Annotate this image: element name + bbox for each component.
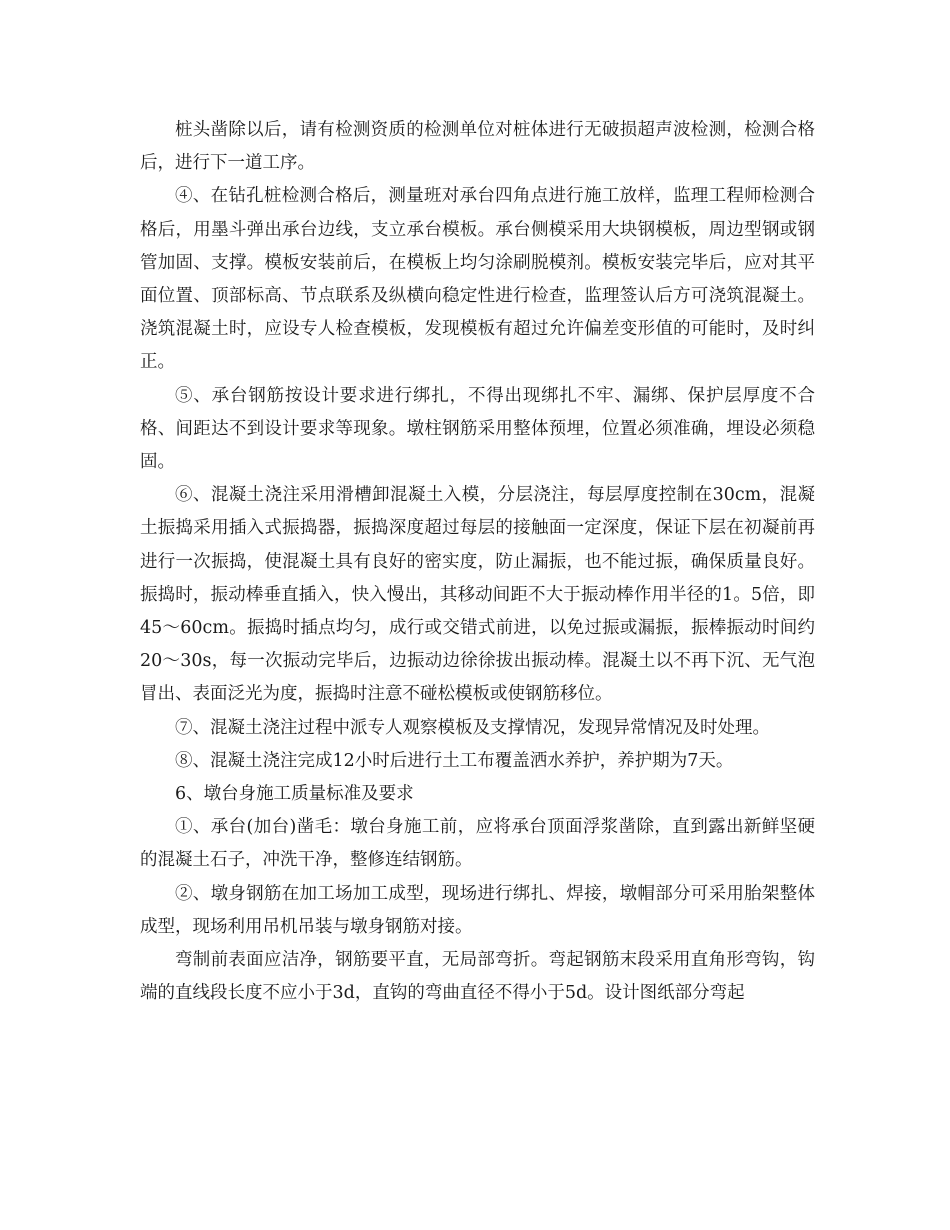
paragraph-step-7-observation: ⑦、混凝土浇注过程中派专人观察模板及支撑情况，发现异常情况及时处理。 bbox=[175, 717, 770, 738]
paragraph-step-5-rebar: ⑤、承台钢筋按设计要求进行绑扎，不得出现绑扎不牢、漏绑、保护层厚度不合格、间距达不到设计要求等现象。墩柱钢筋采用整体预埋，位置必须准确，埋设必须稳固。 bbox=[140, 385, 815, 473]
paragraph-item-2-pier-rebar: ②、墩身钢筋在加工场加工成型，现场进行绑扎、焊接，墩帽部分可采用胎架整体成型，现场利用吊机吊装与墩身钢筋对接。 bbox=[140, 883, 815, 937]
paragraph-item-1-chiseling: ①、承台(加台)凿毛：墩台身施工前，应将承台顶面浮浆凿除，直到露出新鲜坚硬的混凝土石子，冲洗干净，整修连结钢筋。 bbox=[140, 817, 815, 871]
paragraph-step-8-curing: ⑧、混凝土浇注完成12小时后进行土工布覆盖洒水养护，养护期为7天。 bbox=[175, 750, 734, 771]
section-heading-6: 6、墩台身施工质量标准及要求 bbox=[175, 784, 414, 805]
document-page bbox=[140, 114, 815, 1010]
paragraph-pile-inspection: 桩头凿除以后，请有检测资质的检测单位对桩体进行无破损超声波检测，检测合格后，进行下一道工序。 bbox=[140, 120, 815, 174]
paragraph-step-6-pouring: ⑥、混凝土浇注采用滑槽卸混凝土入模，分层浇注，每层厚度控制在30cm，混凝土振捣采用插入式振捣器，振捣深度超过每层的接触面一定深度，保证下层在初凝前再进行一次振捣，使混凝土具有良好的密实度，防止漏振，也不能过振，确保质量良好。振捣时，振动棒垂直插入，快入慢出，其移动间距不大于振动棒作用半径的1。5倍，即45～60cm。振捣时插点均匀，成行或交错式前进，以免过振或漏振，振棒振动时间约20～30s，每一次振动完毕后，边振动边徐徐拔出振动棒。混凝土以不再下沉、无气泡冒出、表面泛光为度，振捣时注意不碰松模板或使钢筋移位。 bbox=[140, 485, 815, 705]
paragraph-step-4-formwork: ④、在钻孔桩检测合格后，测量班对承台四角点进行施工放样，监理工程师检测合格后，用墨斗弹出承台边线，支立承台模板。承台侧模采用大块钢模板，周边型钢或钢管加固、支撑。模板安装前后，在模板上均匀涂刷脱模剂。模板安装完毕后，应对其平面位置、顶部标高、节点联系及纵横向稳定性进行检查，监理签认后方可浇筑混凝土。浇筑混凝土时，应设专人检查模板，发现模板有超过允许偏差变形值的可能时，及时纠正。 bbox=[140, 186, 815, 373]
paragraph-bending-requirements: 弯制前表面应洁净，钢筋要平直，无局部弯折。弯起钢筋末段采用直角形弯钩，钩端的直线段长度不应小于3d，直钩的弯曲直径不得小于5d。设计图纸部分弯起 bbox=[140, 950, 815, 1004]
